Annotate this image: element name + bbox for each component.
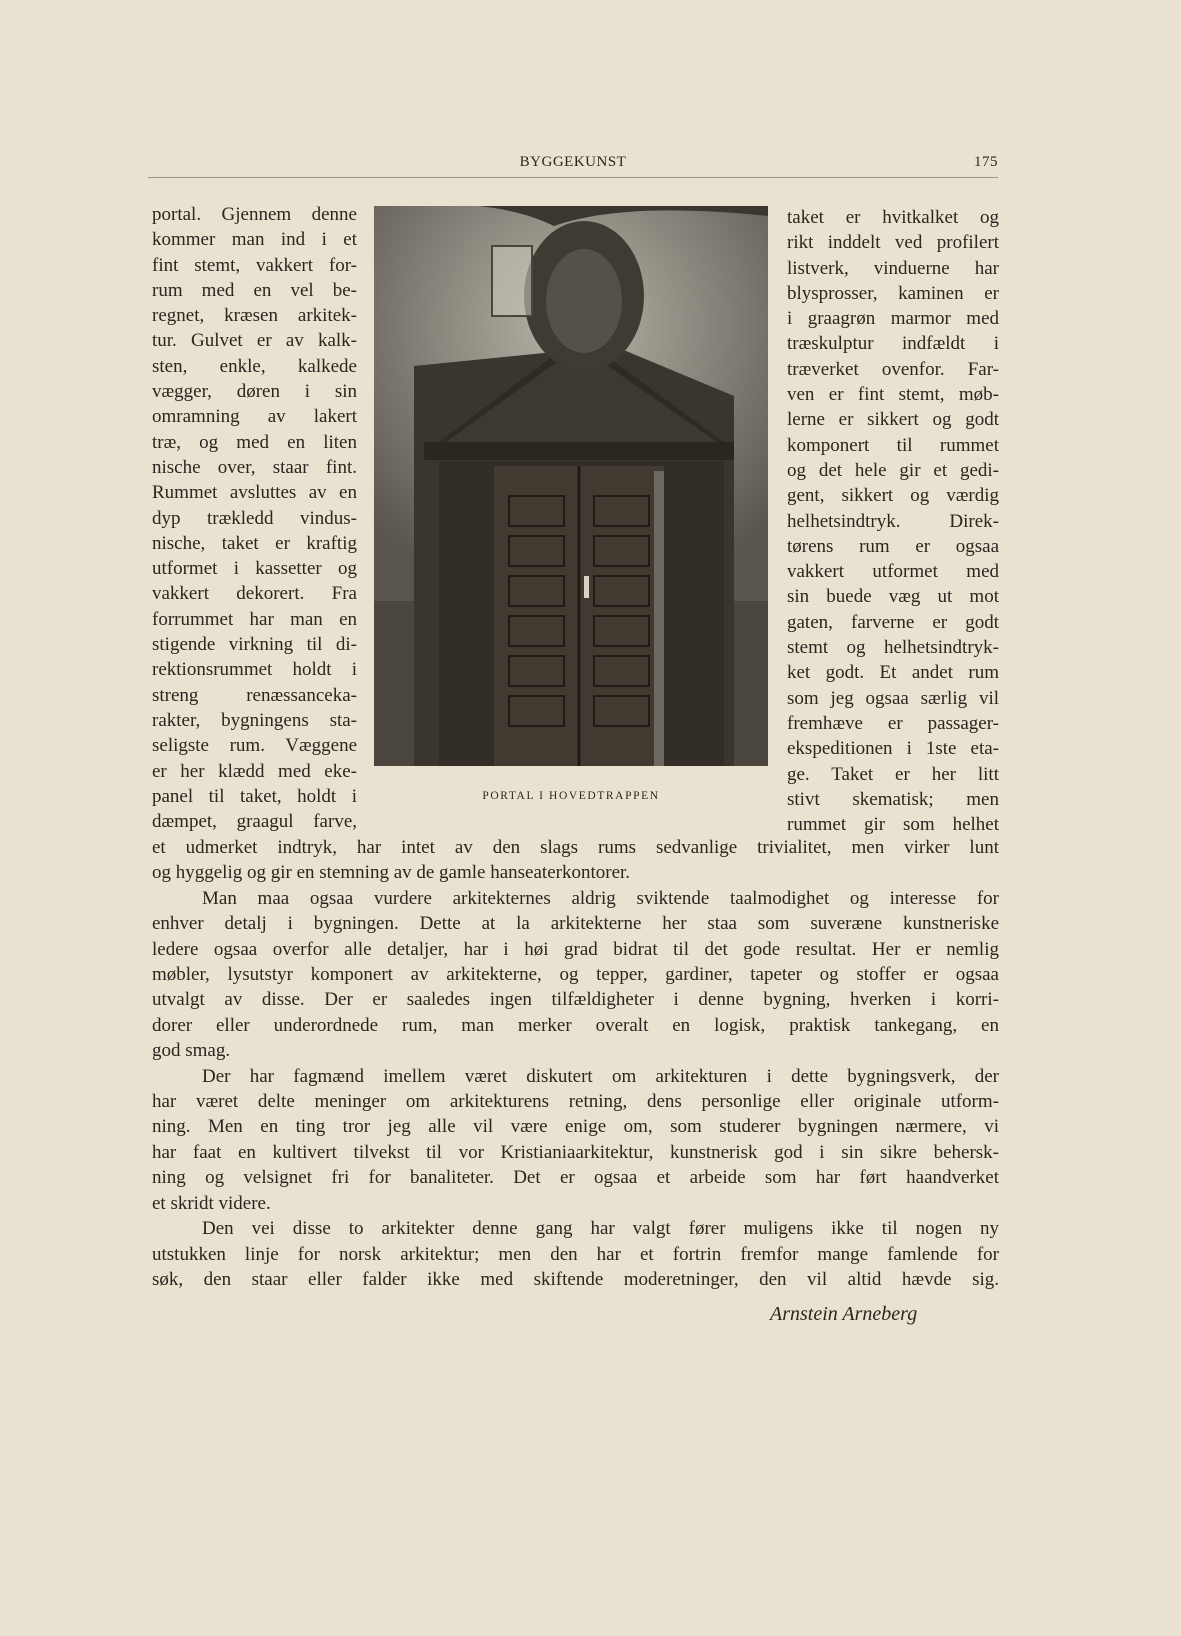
text-line: listverk, vinduerne har: [787, 257, 999, 279]
text-line: stemt og helhetsindtryk-: [787, 637, 999, 659]
text-line: gaten, farverne er godt: [787, 611, 999, 633]
text-line: dyp trækledd vindus-: [152, 507, 357, 529]
text-line: fremhæve er passager-: [787, 712, 999, 734]
text-line: vægger, døren i sin: [152, 381, 357, 403]
text-line: et skridt videre.: [152, 1192, 271, 1214]
text-line: ekspeditionen i 1ste eta-: [787, 738, 999, 760]
text-line: sin buede væg ut mot: [787, 586, 999, 608]
text-line: streng renæssanceka-: [152, 684, 357, 706]
text-line: rum med en vel be-: [152, 279, 357, 301]
text-line: et udmerket indtryk, har intet av den slags rums sedvanlige trivialitet, men virker lunt: [152, 837, 999, 858]
text-line: ledere ogsaa overfor alle detaljer, har i høi grad bidrat til det gode resultat. Her er nemlig: [152, 938, 999, 960]
text-line: Man maa ogsaa vurdere arkitekternes aldrig sviktende taalmodighet og interesse for: [202, 887, 999, 909]
text-line: har faat en kultivert tilvekst til vor Kristianiaarkitektur, kunstnerisk god i sin sikre behersk-: [152, 1141, 999, 1163]
text-line: vakkert utformet med: [787, 561, 999, 583]
text-line: som jeg ogsaa særlig vil: [787, 687, 999, 709]
text-line: har været delte meninger om arkitekturens retning, dens personlige eller originale utform-: [152, 1091, 999, 1113]
text-line: rikt inddelt ved profilert: [787, 232, 999, 254]
text-line: træverket ovenfor. Far-: [787, 358, 999, 380]
text-line: ven er fint stemt, møb-: [787, 384, 999, 406]
text-line: utstukken linje for norsk arkitektur; men den har et fortrin fremfor mange famlende for: [152, 1243, 999, 1265]
text-line: enhver detalj i bygningen. Dette at la arkitekterne her staa som suveræne kunstneriske: [152, 913, 999, 935]
journal-title: BYGGEKUNST: [519, 154, 627, 170]
text-line: komponert til rummet: [787, 434, 999, 456]
page-number: 175: [974, 154, 998, 170]
text-line: forrummet har man en: [152, 608, 357, 630]
header-rule: [148, 177, 998, 178]
text-line: er her klædd med eke-: [152, 760, 357, 782]
text-line: kommer man ind i et: [152, 229, 357, 251]
photo-caption: PORTAL I HOVEDTRAPPEN: [482, 790, 660, 802]
text-line: nische, taket er kraftig: [152, 532, 357, 554]
running-header: [148, 154, 998, 176]
body-text: [152, 835, 999, 1292]
right-text-column: [787, 205, 999, 837]
text-line: regnet, kræsen arkitek-: [152, 305, 357, 327]
text-line: god smag.: [152, 1040, 231, 1062]
text-line: sten, enkle, kalkede: [152, 355, 357, 377]
text-line: og det hele gir et gedi-: [787, 459, 999, 481]
text-line: utformet i kassetter og: [152, 558, 357, 580]
portal-illustration: [374, 206, 768, 766]
text-line: dorer eller underordnede rum, man merker overalt en logisk, praktisk tankegang, en: [152, 1014, 999, 1036]
text-line: dæmpet, graagul farve,: [152, 811, 357, 833]
text-line: rakter, bygningens sta-: [152, 709, 357, 731]
text-line: og hyggelig og gir en stemning av de gamle hanseaterkontorer.: [152, 862, 631, 884]
text-line: Der har fagmænd imellem været diskutert om arkitekturen i dette bygningsverk, der: [202, 1065, 999, 1087]
text-line: omramning av lakert: [152, 406, 357, 428]
text-line: tur. Gulvet er av kalk-: [152, 330, 357, 352]
text-line: rektionsrummet holdt i: [152, 659, 357, 681]
author-signature: Arnstein Arneberg: [770, 1303, 918, 1325]
text-line: Den vei disse to arkitekter denne gang har valgt fører muligens ikke til nogen ny: [202, 1218, 999, 1240]
text-line: stigende virkning til di-: [152, 634, 357, 656]
text-line: ge. Taket er her litt: [787, 763, 999, 785]
text-line: vakkert dekorert. Fra: [152, 583, 357, 605]
text-line: panel til taket, holdt i: [152, 785, 357, 807]
text-line: portal. Gjennem denne: [152, 204, 357, 225]
text-line: tørens rum er ogsaa: [787, 535, 999, 557]
text-line: ket godt. Et andet rum: [787, 662, 999, 684]
text-line: helhetsindtryk. Direk-: [787, 510, 999, 532]
text-line: træskulptur indfældt i: [787, 333, 999, 355]
text-line: gent, sikkert og værdig: [787, 485, 999, 507]
text-line: utvalgt av disse. Der er saaledes ingen tilfældigheter i denne bygning, hverken i korri-: [152, 989, 999, 1011]
text-line: rummet gir som helhet: [787, 814, 999, 836]
text-line: stivt skematisk; men: [787, 788, 999, 810]
text-line: taket er hvitkalket og: [787, 207, 999, 228]
text-line: nische over, staar fint.: [152, 456, 357, 478]
text-line: blysprosser, kaminen er: [787, 282, 999, 304]
text-line: fint stemt, vakkert for-: [152, 254, 357, 276]
text-line: træ, og med en liten: [152, 431, 357, 453]
text-line: ning og velsignet fri for banaliteter. Det er ogsaa et arbeide som har ført haandverket: [152, 1167, 999, 1189]
text-line: søk, den staar eller falder ikke med skiftende moderetninger, den vil altid hævde sig.: [152, 1268, 999, 1290]
portal-photograph: [374, 206, 768, 766]
text-line: lerne er sikkert og godt: [787, 409, 999, 431]
text-line: seligste rum. Væggene: [152, 735, 357, 757]
left-text-column: [152, 202, 357, 834]
text-line: møbler, lysutstyr komponert av arkitekterne, og tepper, gardiner, tapeter og stoffer er ogsaa: [152, 964, 999, 986]
text-line: ning. Men en ting tror jeg alle vil være enige om, som studerer bygningen nærmere, vi: [152, 1116, 999, 1138]
text-line: Rummet avsluttes av en: [152, 482, 357, 504]
text-line: i graagrøn marmor med: [787, 308, 999, 330]
